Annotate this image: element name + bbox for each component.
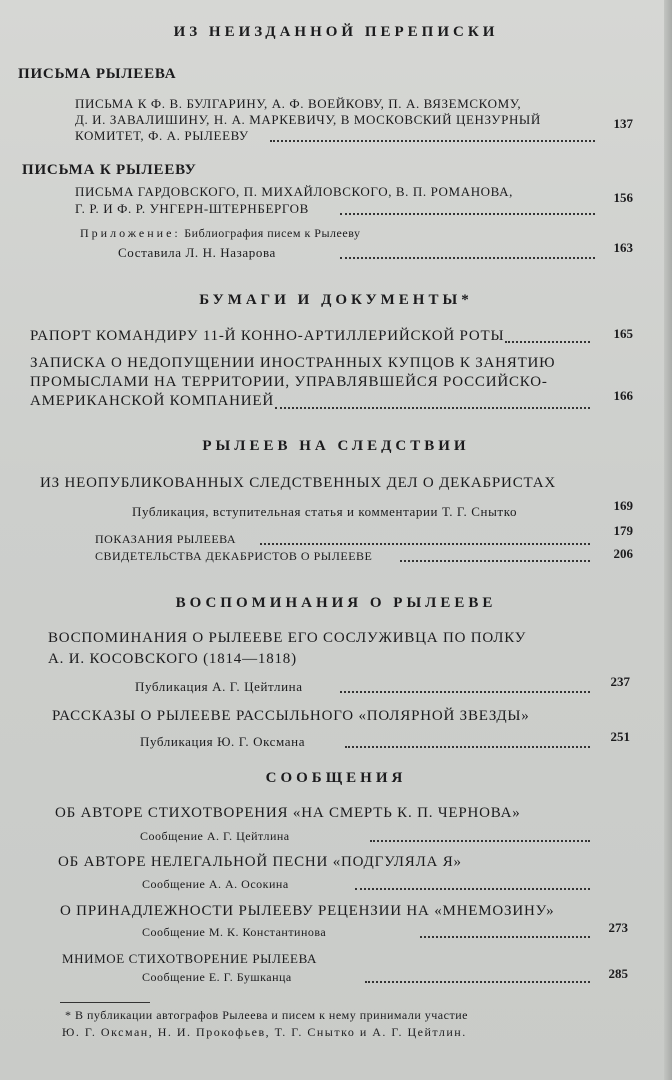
- footnote-rule: [60, 1002, 150, 1003]
- leader-dots: [275, 407, 590, 409]
- compiled-by: Составила Л. Н. Назарова: [118, 245, 276, 260]
- footnote-line: * В публикации автографов Рылеева и писем к нему принимали участие: [65, 1008, 468, 1022]
- entry-line: ЗАПИСКА О НЕДОПУЩЕНИИ ИНОСТРАННЫХ КУПЦОВ К ЗАНЯТИЮ: [30, 355, 556, 371]
- appendix-label: Приложение:: [80, 226, 181, 240]
- page-number: 237: [610, 674, 630, 689]
- footnote-line: Ю. Г. Оксман, Н. И. Прокофьев, Т. Г. Снытко и А. Г. Цейтлин.: [62, 1025, 467, 1039]
- entry-line: ВОСПОМИНАНИЯ О РЫЛЕЕВЕ ЕГО СОСЛУЖИВЦА ПО ПОЛКУ: [48, 630, 527, 646]
- entry-line: О ПРИНАДЛЕЖНОСТИ РЫЛЕЕВУ РЕЦЕНЗИИ НА «МНЕМОЗИНУ»: [60, 903, 555, 919]
- report-credit: Сообщение А. Г. Цейтлина: [140, 829, 290, 843]
- entry-line: ПИСЬМА ГАРДОВСКОГО, П. МИХАЙЛОВСКОГО, В. П. РОМАНОВА,: [75, 184, 513, 199]
- leader-dots: [340, 213, 595, 215]
- leader-dots: [400, 560, 590, 562]
- entry-line: КОМИТЕТ, Ф. А. РЫЛЕЕВУ: [75, 128, 249, 143]
- entry-line: Г. Р. И Ф. Р. УНГЕРН-ШТЕРНБЕРГОВ: [75, 201, 309, 216]
- entry-line: ОБ АВТОРЕ НЕЛЕГАЛЬНОЙ ПЕСНИ «ПОДГУЛЯЛА Я»: [58, 854, 462, 870]
- appendix-text: Библиография писем к Рылееву: [184, 226, 361, 240]
- page-number: 285: [608, 966, 628, 981]
- report-credit: Сообщение А. А. Осокина: [142, 877, 289, 891]
- entry-line: А. И. КОСОВСКОГО (1814—1818): [48, 651, 297, 667]
- entry-line: РАССКАЗЫ О РЫЛЕЕВЕ РАССЫЛЬНОГО «ПОЛЯРНОЙ ЗВЕЗДЫ»: [52, 708, 530, 724]
- entry-line: Д. И. ЗАВАЛИШИНУ, Н. А. МАРКЕВИЧУ, В МОСКОВСКИЙ ЦЕНЗУРНЫЙ: [75, 112, 541, 127]
- page-edge: [664, 0, 672, 1080]
- leader-dots: [270, 140, 595, 142]
- page-number: 165: [613, 326, 633, 341]
- leader-dots: [420, 936, 590, 938]
- leader-dots: [260, 543, 590, 545]
- section-title-correspondence: ИЗ НЕИЗДАННОЙ ПЕРЕПИСКИ: [173, 24, 499, 40]
- leader-dots: [355, 888, 590, 890]
- page-number: 273: [608, 920, 628, 935]
- leader-dots: [345, 746, 590, 748]
- entry-line: МНИМОЕ СТИХОТВОРЕНИЕ РЫЛЕЕВА: [62, 951, 318, 966]
- report-credit: Сообщение М. К. Константинова: [142, 925, 327, 939]
- entry-line: РАПОРТ КОМАНДИРУ 11-Й КОННО-АРТИЛЛЕРИЙСКОЙ РОТЫ: [30, 328, 505, 344]
- heading-letters-from: ПИСЬМА РЫЛЕЕВА: [18, 66, 177, 82]
- page-number: 206: [613, 546, 633, 561]
- section-title-documents: БУМАГИ И ДОКУМЕНТЫ*: [199, 292, 473, 308]
- publication-credit: Публикация, вступительная статья и комментарии Т. Г. Снытко: [132, 504, 518, 519]
- section-title-reports: СООБЩЕНИЯ: [265, 770, 407, 786]
- leader-dots: [505, 341, 590, 343]
- leader-dots: [340, 691, 590, 693]
- section-title-memoirs: ВОСПОМИНАНИЯ О РЫЛЕЕВЕ: [175, 595, 497, 611]
- entry-line: ПРОМЫСЛАМИ НА ТЕРРИТОРИИ, УПРАВЛЯВШЕЙСЯ РОССИЙСКО-: [30, 374, 548, 390]
- entry-line: СВИДЕТЕЛЬСТВА ДЕКАБРИСТОВ О РЫЛЕЕВЕ: [95, 549, 373, 563]
- publication-credit: Публикация Ю. Г. Оксмана: [140, 734, 306, 749]
- page-number: 169: [613, 498, 633, 513]
- entry-line: ОБ АВТОРЕ СТИХОТВОРЕНИЯ «НА СМЕРТЬ К. П. ЧЕРНОВА»: [55, 805, 521, 821]
- leader-dots: [340, 257, 595, 259]
- heading-letters-to: ПИСЬМА К РЫЛЕЕВУ: [22, 162, 197, 178]
- page-number: 163: [613, 240, 633, 255]
- leader-dots: [365, 981, 590, 983]
- entry-heading: ИЗ НЕОПУБЛИКОВАННЫХ СЛЕДСТВЕННЫХ ДЕЛ О ДЕКАБРИСТАХ: [40, 475, 556, 491]
- publication-credit: Публикация А. Г. Цейтлина: [135, 679, 303, 694]
- entry-line: АМЕРИКАНСКОЙ КОМПАНИЕЙ: [30, 393, 274, 409]
- entry-line: ПОКАЗАНИЯ РЫЛЕЕВА: [95, 532, 237, 546]
- page-number: 179: [613, 523, 633, 538]
- leader-dots: [370, 840, 590, 842]
- page-number: 166: [613, 388, 633, 403]
- section-title-inquiry: РЫЛЕЕВ НА СЛЕДСТВИИ: [202, 438, 470, 454]
- page-number: 251: [610, 729, 630, 744]
- appendix-line: [80, 226, 360, 241]
- entry-line: ПИСЬМА К Ф. В. БУЛГАРИНУ, А. Ф. ВОЕЙКОВУ, П. А. ВЯЗЕМСКОМУ,: [75, 96, 522, 111]
- report-credit: Сообщение Е. Г. Бушканца: [142, 970, 292, 984]
- page-number: 156: [613, 190, 633, 205]
- page-number: 137: [613, 116, 633, 131]
